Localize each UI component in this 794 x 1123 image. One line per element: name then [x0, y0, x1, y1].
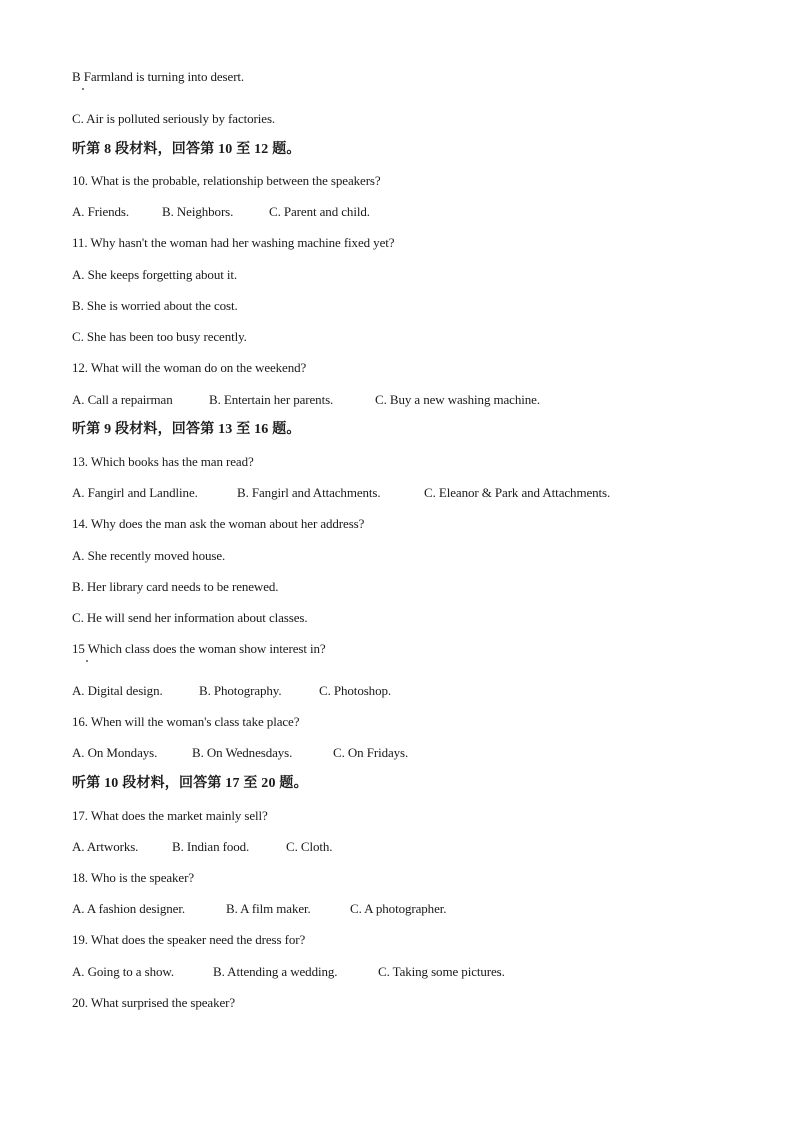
question-line: 17. What does the market mainly sell?	[72, 808, 268, 823]
option-a: A. Going to a show.	[72, 964, 174, 979]
stray-dot	[86, 660, 88, 662]
option-c: C. Taking some pictures.	[378, 964, 505, 979]
options-row	[72, 204, 370, 220]
option-a: A. On Mondays.	[72, 745, 158, 760]
question-line: 20. What surprised the speaker?	[72, 995, 236, 1010]
option-b: B. Indian food.	[172, 839, 250, 854]
option-c: C. Parent and child.	[269, 204, 370, 219]
section-heading: 听第 9 段材料，回答第 13 至 16 题。	[72, 422, 301, 437]
question-line: 10. What is the probable, relationship between the speakers?	[72, 173, 381, 188]
option-b: B. Photography.	[199, 683, 282, 698]
option-line: C. Air is polluted seriously by factories.	[72, 111, 276, 126]
question-line: 11. Why hasn't the woman had her washing machine fixed yet?	[72, 235, 395, 250]
section-heading: 听第 8 段材料，回答第 10 至 12 题。	[72, 142, 301, 157]
options-row	[72, 392, 540, 408]
option-a: A. Call a repairman	[72, 392, 173, 407]
option-c: C. A photographer.	[350, 901, 447, 916]
option-line: A. She keeps forgetting about it.	[72, 267, 238, 282]
option-c: C. Buy a new washing machine.	[375, 392, 540, 407]
option-line: B. She is worried about the cost.	[72, 298, 238, 313]
option-line: C. He will send her information about classes.	[72, 610, 308, 625]
option-a: A. Friends.	[72, 204, 130, 219]
options-row	[72, 485, 610, 501]
question-line: 13. Which books has the man read?	[72, 454, 254, 469]
options-row	[72, 901, 446, 917]
option-b: B. Attending a wedding.	[213, 964, 338, 979]
option-a: A. Artworks.	[72, 839, 139, 854]
option-line: B. Her library card needs to be renewed.	[72, 579, 279, 594]
option-line: B Farmland is turning into desert.	[72, 69, 245, 84]
question-line: 14. Why does the man ask the woman about her address?	[72, 516, 365, 531]
question-line: 12. What will the woman do on the weekend?	[72, 360, 307, 375]
option-a: A. Digital design.	[72, 683, 163, 698]
option-line: C. She has been too busy recently.	[72, 329, 247, 344]
question-line: 16. When will the woman's class take place?	[72, 714, 300, 729]
option-a: A. A fashion designer.	[72, 901, 185, 916]
option-c: C. Cloth.	[286, 839, 333, 854]
option-c: C. Photoshop.	[319, 683, 392, 698]
options-row	[72, 839, 332, 855]
option-a: A. Fangirl and Landline.	[72, 485, 198, 500]
option-b: B. Neighbors.	[162, 204, 234, 219]
question-line: 18. Who is the speaker?	[72, 870, 195, 885]
option-c: C. On Fridays.	[333, 745, 409, 760]
options-row	[72, 964, 505, 980]
option-b: B. A film maker.	[226, 901, 311, 916]
question-line: 15 Which class does the woman show interest in?	[72, 641, 326, 656]
options-row	[72, 683, 391, 699]
option-line: A. She recently moved house.	[72, 548, 226, 563]
option-b: B. Entertain her parents.	[209, 392, 334, 407]
question-line: 19. What does the speaker need the dress for?	[72, 932, 306, 947]
option-c: C. Eleanor & Park and Attachments.	[424, 485, 611, 500]
stray-dot	[82, 88, 84, 90]
section-heading: 听第 10 段材料，回答第 17 至 20 题。	[72, 776, 308, 791]
option-b: B. Fangirl and Attachments.	[237, 485, 381, 500]
option-b: B. On Wednesdays.	[192, 745, 293, 760]
options-row	[72, 745, 408, 761]
